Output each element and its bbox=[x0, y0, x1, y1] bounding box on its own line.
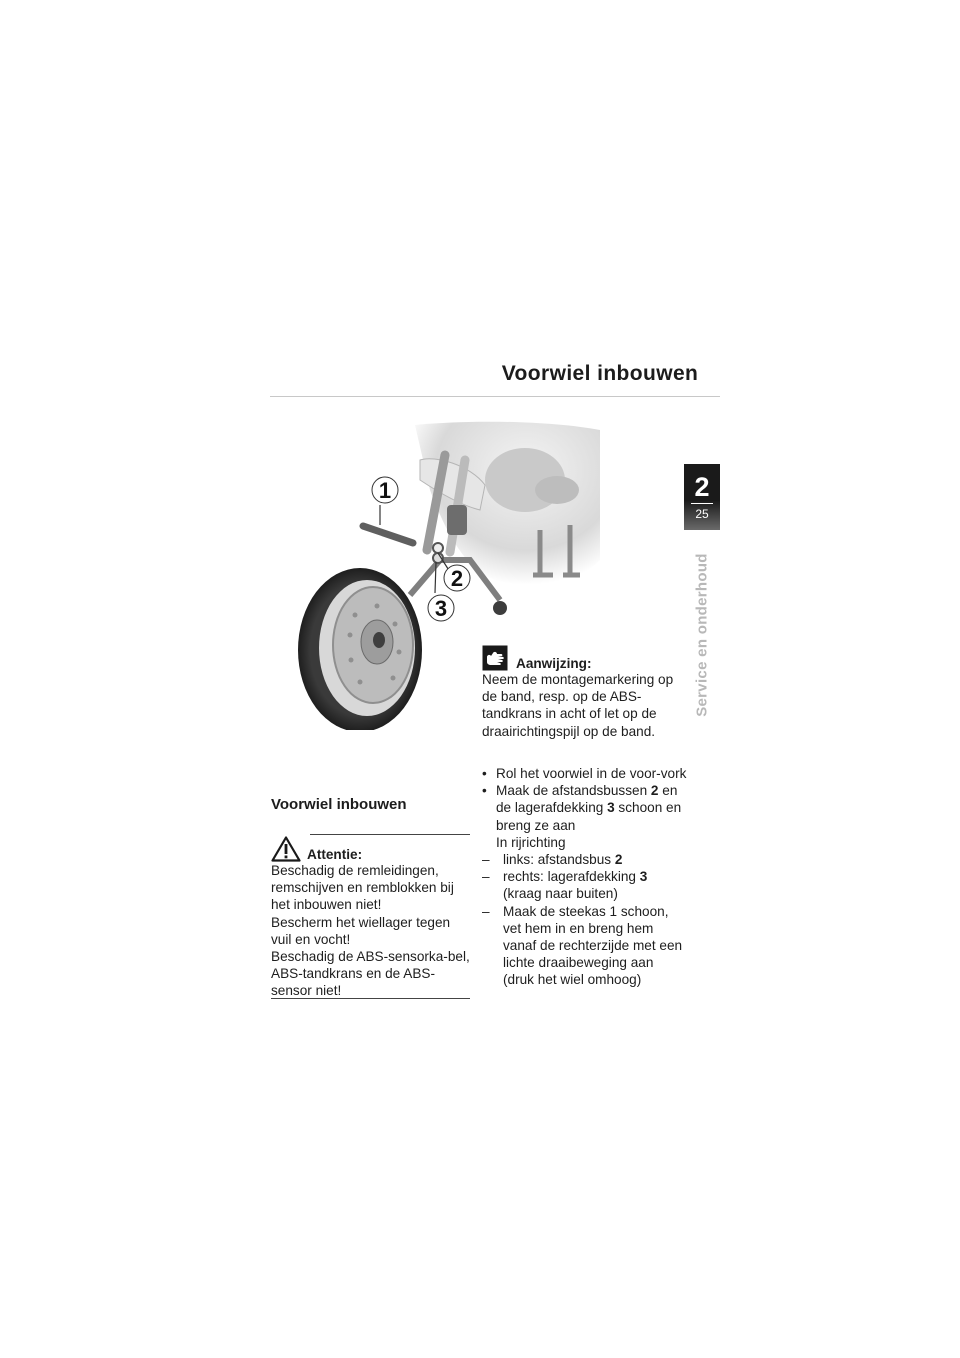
sub-step-2 bbox=[482, 868, 687, 902]
sub-step-1-text: links: afstandsbus bbox=[503, 852, 615, 868]
note-header bbox=[482, 645, 682, 671]
bullet-marker: • bbox=[482, 783, 487, 799]
step-2-text-b: en de lagerafdekking bbox=[496, 783, 678, 816]
dash-marker: – bbox=[482, 869, 490, 885]
note-text: Neem de montagemarkering op de band, resp. op de ABS-tandkrans in acht of let op de draairichtingspijl op de band. bbox=[482, 672, 674, 739]
stand-wheel bbox=[493, 601, 507, 615]
step-2-text-c: schoon en breng ze aan bbox=[496, 800, 682, 833]
step-2 bbox=[482, 782, 687, 834]
sub-step-3 bbox=[482, 903, 687, 989]
sub-step-1-ref: 2 bbox=[614, 852, 623, 868]
attention-rule-bottom bbox=[271, 998, 470, 999]
note-block bbox=[482, 645, 682, 740]
page-number: 25 bbox=[695, 507, 709, 521]
attention-block bbox=[271, 836, 473, 1000]
axle-part-1 bbox=[363, 526, 413, 543]
title-divider bbox=[270, 396, 720, 397]
headlight bbox=[535, 476, 579, 504]
callout-1: 1 bbox=[378, 478, 392, 503]
step-1 bbox=[482, 765, 687, 782]
chapter-number: 2 bbox=[694, 472, 710, 502]
attention-header bbox=[271, 836, 473, 862]
axle-part-2 bbox=[433, 543, 443, 553]
step-2-direction: In rijrichting bbox=[496, 834, 566, 850]
warning-triangle-icon bbox=[271, 836, 301, 862]
sub-step-2-text-a: rechts: lagerafdekking bbox=[503, 869, 640, 885]
hub-bore bbox=[373, 632, 385, 648]
page-title: Voorwiel inbouwen bbox=[501, 362, 699, 385]
note-hand-icon bbox=[482, 645, 508, 671]
bullet-marker: • bbox=[482, 766, 487, 781]
brake-caliper bbox=[447, 505, 467, 535]
chapter-side-label: Service en onderhoud bbox=[693, 553, 711, 717]
step-2-text-a: Maak de afstandsbussen bbox=[496, 783, 651, 799]
sub-step-3-text: Maak de steekas 1 schoon, vet hem in en breng hem vanaf de rechterzijde met een lichte draaibeweging aan (druk het wiel omhoog) bbox=[503, 903, 683, 988]
sub-step-1 bbox=[482, 851, 687, 868]
attention-rule-top bbox=[310, 834, 470, 835]
dash-marker: – bbox=[482, 852, 490, 868]
sub-step-2-ref: 3 bbox=[639, 869, 648, 885]
chapter-tab-divider bbox=[691, 503, 713, 504]
step-2-ref-1: 2 bbox=[650, 783, 659, 799]
callout-2: 2 bbox=[450, 566, 464, 591]
section-heading: Voorwiel inbouwen bbox=[271, 796, 407, 813]
attention-line-2: Bescherm het wiellager tegen vuil en vocht! bbox=[271, 914, 451, 947]
sub-step-2-text-b: (kraag naar buiten) bbox=[503, 886, 618, 902]
note-label: Aanwijzing: bbox=[516, 656, 592, 671]
attention-line-3: Beschadig de ABS-sensorka-bel, ABS-tandkrans en de ABS-sensor niet! bbox=[271, 949, 470, 999]
attention-line-1: Beschadig de remleidingen, remschijven en remblokken bij het inbouwen niet! bbox=[271, 863, 454, 913]
attention-label: Attentie: bbox=[307, 847, 363, 862]
step-1-text: Rol het voorwiel in de voor-vork bbox=[496, 766, 687, 781]
step-2-ref-2: 3 bbox=[607, 800, 615, 816]
callout-3: 3 bbox=[434, 596, 448, 621]
installation-steps bbox=[482, 765, 687, 989]
dash-marker: – bbox=[482, 903, 490, 919]
chapter-tab bbox=[684, 464, 720, 530]
